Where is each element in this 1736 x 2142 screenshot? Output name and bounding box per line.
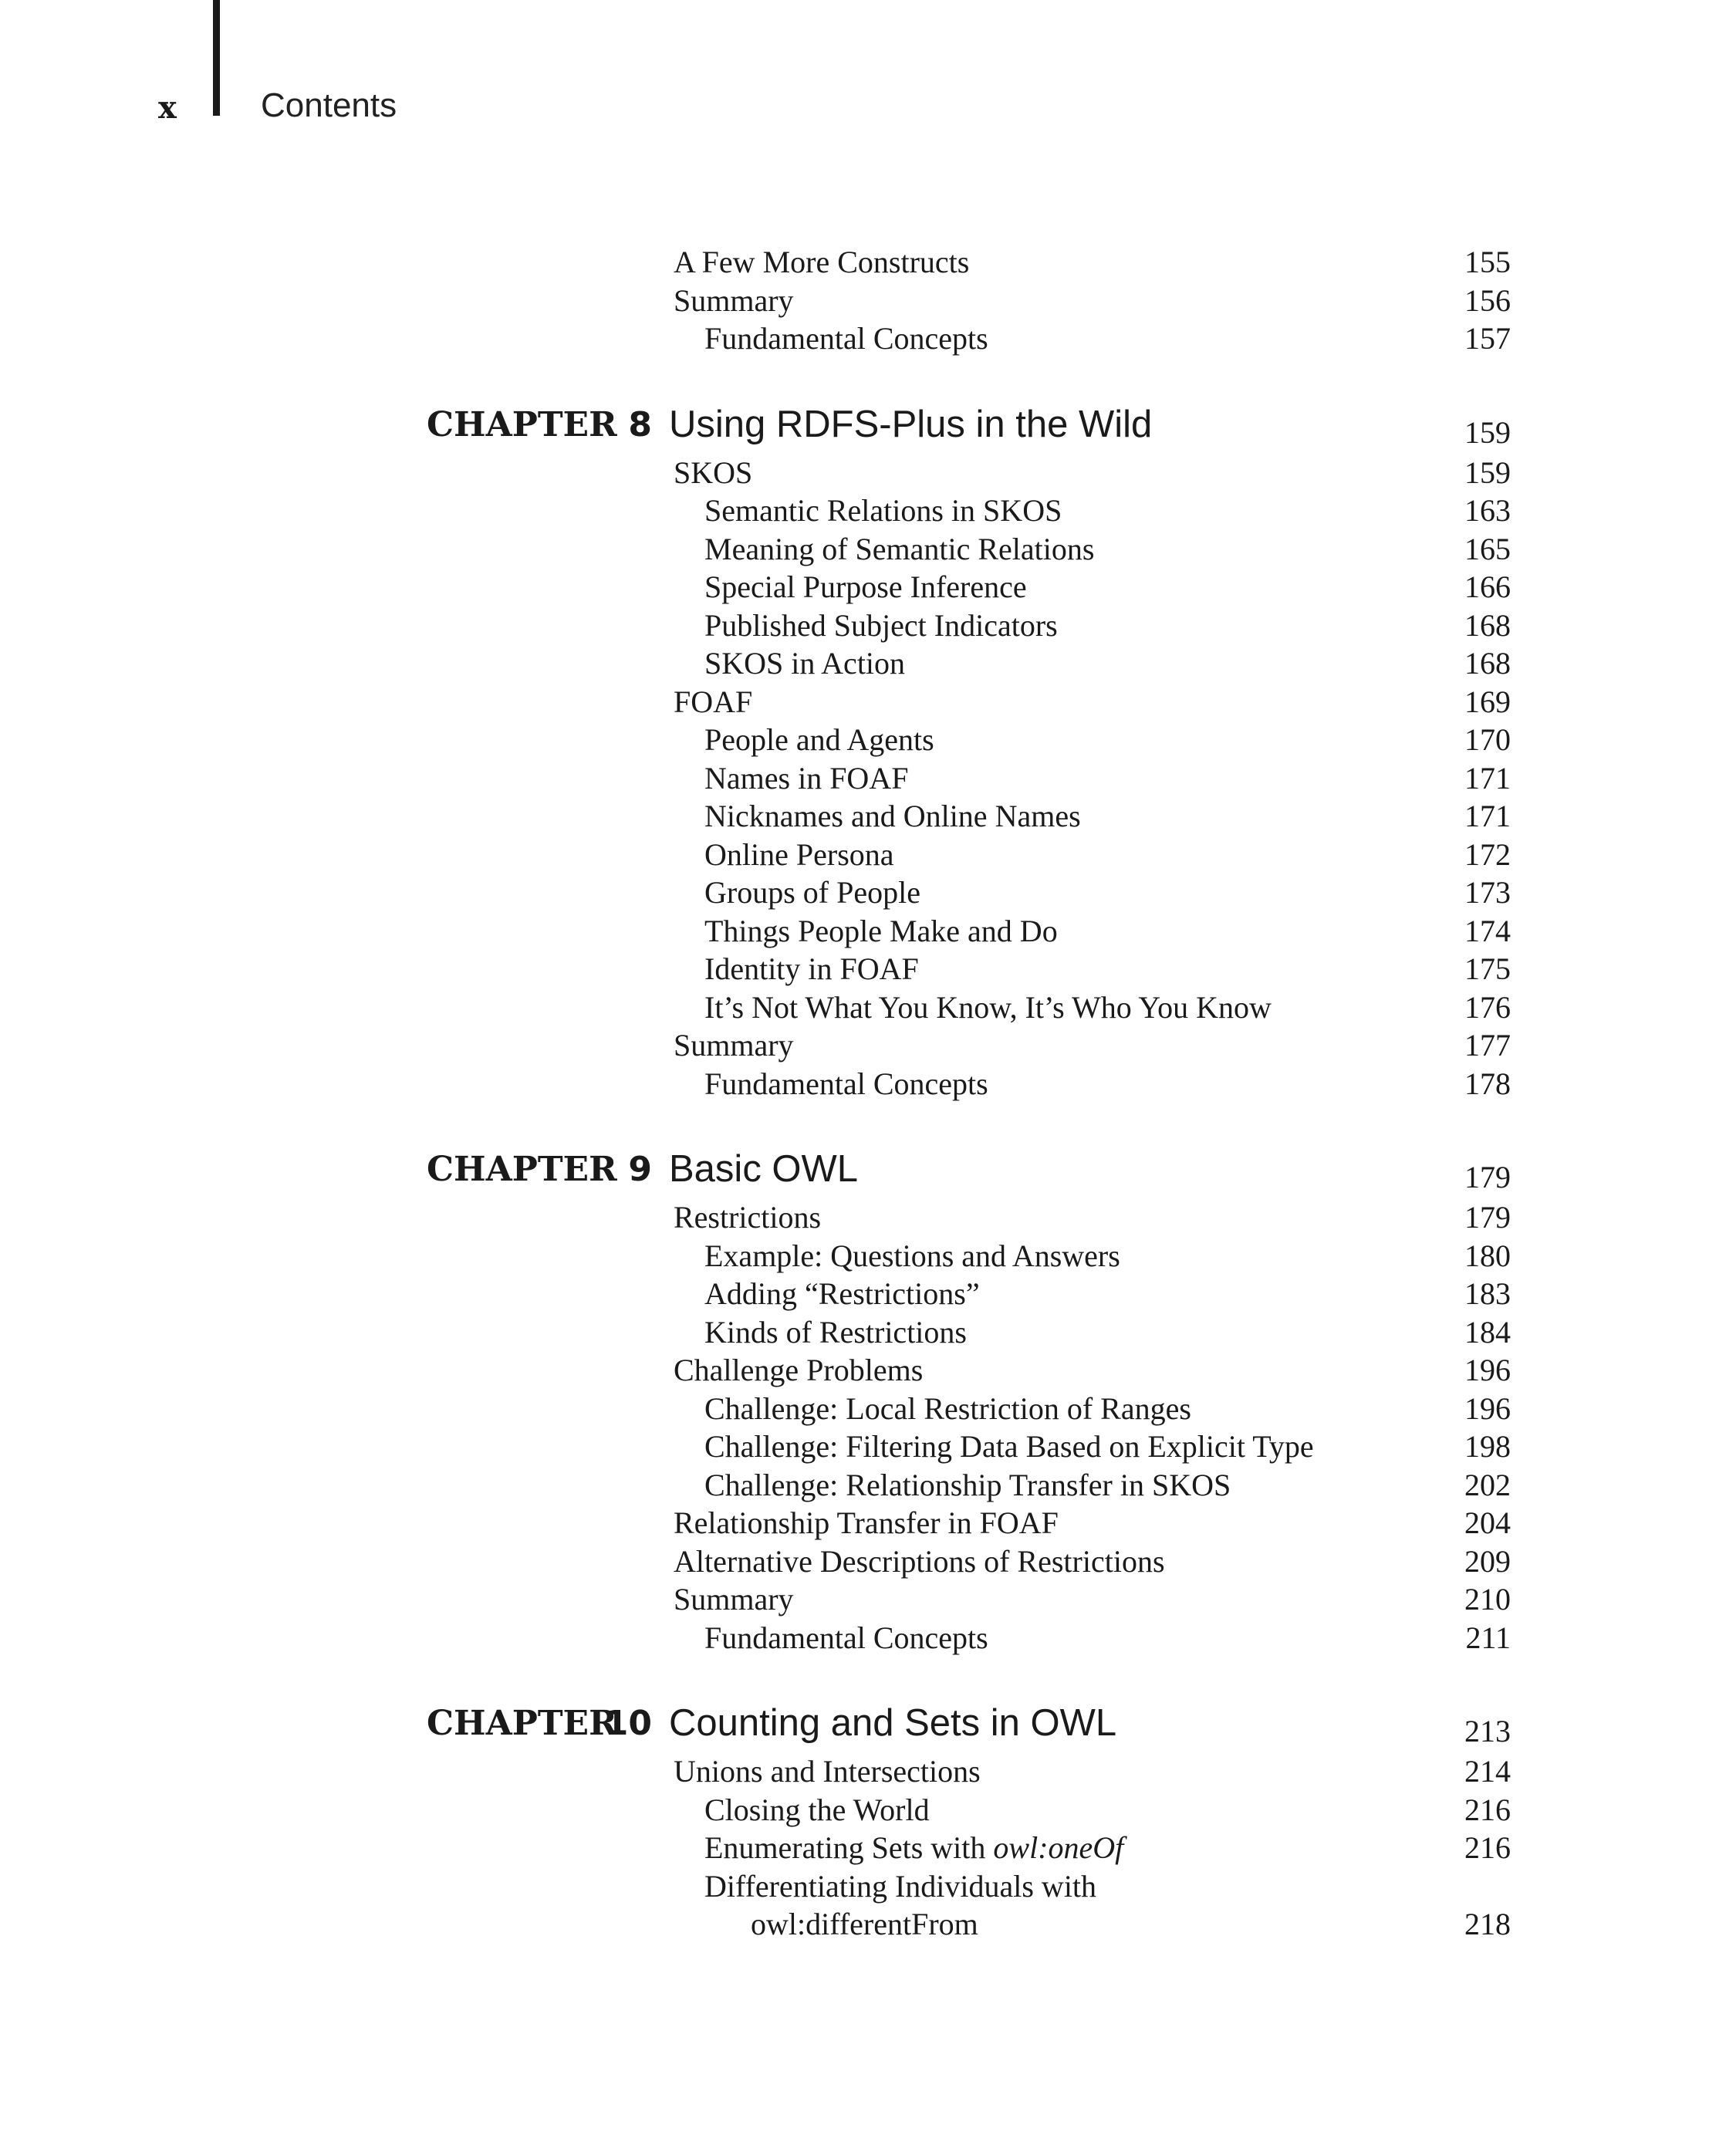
toc-entry[interactable]	[0, 606, 1736, 645]
toc-entry-title-text: Kinds of Restrictions	[704, 1314, 967, 1350]
toc-entry-page-number: 210	[1464, 1582, 1511, 1617]
toc-entry-title-text: Semantic Relations in SKOS	[704, 493, 1062, 528]
toc-entry-title	[704, 1237, 1120, 1275]
chapter-number: 8	[628, 404, 652, 444]
toc-entry-title-text: Restrictions	[674, 1200, 822, 1235]
chapter-heading[interactable]	[0, 1140, 1736, 1198]
header-rule	[213, 0, 220, 116]
toc-entry-title-text: Summary	[674, 1028, 794, 1063]
toc-entry-title	[674, 454, 752, 492]
toc-entry[interactable]	[0, 1198, 1736, 1237]
toc-entry-title-text: Differentiating Individuals with	[704, 1868, 1097, 1904]
toc-entry-title-text: Closing the World	[704, 1792, 930, 1827]
toc-entry-title-text: Special Purpose Inference	[704, 569, 1027, 604]
toc-entry-title-text: Fundamental Concepts	[704, 321, 988, 356]
toc-entry-page-number: 196	[1464, 1390, 1511, 1426]
toc-entry-page-number: 214	[1464, 1754, 1511, 1789]
toc-entry-title	[704, 912, 1058, 951]
toc-entry-page-number: 178	[1464, 1066, 1511, 1101]
chapter-label: CHAPTER	[427, 1150, 617, 1189]
toc-entry-page-number: 171	[1464, 760, 1511, 796]
toc-entry-title	[674, 243, 969, 282]
toc-entry[interactable]	[0, 243, 1736, 282]
toc-entry-title	[704, 1829, 1123, 1867]
toc-entry-title-text: People and Agents	[704, 722, 934, 757]
toc-entry-page-number: 198	[1464, 1429, 1511, 1464]
chapter-title: Using RDFS-Plus in the Wild	[669, 403, 1153, 445]
toc-entry[interactable]	[0, 1237, 1736, 1275]
toc-entry[interactable]	[0, 1427, 1736, 1466]
toc-entry-title-text: Fundamental Concepts	[704, 1066, 988, 1101]
toc-entry-page-number: 180	[1464, 1238, 1511, 1273]
toc-entry-page-number: 174	[1464, 913, 1511, 948]
toc-entry-title-text: Fundamental Concepts	[704, 1620, 988, 1655]
chapter-heading[interactable]	[0, 396, 1736, 454]
toc-entry-title	[704, 1065, 988, 1103]
chapter-label: CHAPTER	[427, 1704, 617, 1743]
toc-entry-title-text: Alternative Descriptions of Restrictions	[674, 1543, 1165, 1579]
toc-entry[interactable]	[0, 1542, 1736, 1581]
toc-entry-title-text: Identity in FOAF	[704, 951, 919, 986]
toc-entry-title-text: A Few More Constructs	[674, 245, 970, 279]
toc-entry-page-number: 166	[1464, 569, 1511, 604]
toc-entry-title-text: FOAF	[674, 684, 753, 719]
toc-entry[interactable]	[0, 1791, 1736, 1829]
toc-entry-page-number: 155	[1464, 245, 1511, 279]
toc-entry-title-text: Challenge: Filtering Data Based on Explicit Type	[704, 1429, 1314, 1464]
toc-entry-title	[704, 988, 1272, 1027]
toc-entry[interactable]	[0, 1275, 1736, 1313]
toc-entry-title-text: Meaning of Semantic Relations	[704, 531, 1095, 566]
toc-entry-page-number: 173	[1464, 875, 1511, 910]
toc-entry-page-number: 168	[1464, 646, 1511, 681]
toc-entry-page-number: 179	[1464, 1200, 1511, 1235]
toc-entry[interactable]	[0, 1905, 1736, 1944]
toc-entry-title	[704, 1791, 930, 1829]
toc-entry-page-number: 175	[1464, 951, 1511, 986]
toc-entry[interactable]	[0, 988, 1736, 1027]
toc-entry[interactable]	[0, 492, 1736, 530]
toc-entry[interactable]	[0, 1752, 1736, 1791]
toc-entry[interactable]	[0, 319, 1736, 358]
toc-entry-page-number: 157	[1464, 321, 1511, 356]
toc-entry-title-text: Nicknames and Online Names	[704, 799, 1081, 833]
toc-entry-title-text: Groups of People	[704, 875, 920, 910]
toc-entry[interactable]	[0, 282, 1736, 320]
toc-entry-page-number: 163	[1464, 493, 1511, 528]
toc-entry-page-number: 168	[1464, 607, 1511, 643]
toc-entry-title	[674, 282, 794, 320]
toc-entry-title	[704, 797, 1081, 836]
toc-entry-page-number: 170	[1464, 722, 1511, 757]
toc-entry-title	[704, 1619, 988, 1657]
toc-entry-title	[704, 1313, 967, 1352]
toc-entry-page-number: 172	[1464, 836, 1511, 872]
toc-entry-page-number: 176	[1464, 989, 1511, 1025]
toc-entry-page-number: 184	[1464, 1314, 1511, 1350]
toc-entry-title-text: SKOS	[674, 454, 753, 490]
toc-entry-title	[751, 1905, 978, 1944]
toc-entry-title	[704, 1275, 980, 1313]
toc-entry[interactable]	[0, 683, 1736, 721]
chapter-number: 9	[628, 1150, 652, 1189]
toc-entry-title	[674, 683, 752, 721]
toc-entry[interactable]	[0, 1619, 1736, 1657]
toc-entry-title-text: Names in FOAF	[704, 760, 909, 796]
toc-entry-title	[704, 530, 1094, 569]
chapter-label: CHAPTER	[427, 404, 617, 444]
toc-entry-page-number: 209	[1464, 1543, 1511, 1579]
toc-entry-title	[704, 644, 905, 683]
toc-entry-title	[704, 1427, 1314, 1466]
toc-entry[interactable]	[0, 1351, 1736, 1390]
toc-entry-title-text: Summary	[674, 1582, 794, 1617]
chapter-title: Counting and Sets in OWL	[669, 1702, 1117, 1744]
toc-entry[interactable]	[0, 644, 1736, 683]
toc-entry-title	[674, 1504, 1059, 1542]
toc-entry-title-text: Online Persona	[704, 836, 894, 872]
toc-entry-title-text: Challenge: Local Restriction of Ranges	[704, 1390, 1191, 1426]
toc-entry-page-number: 159	[1464, 454, 1511, 490]
running-title: Contents	[261, 86, 397, 124]
toc-entry[interactable]	[0, 1065, 1736, 1103]
toc-entry-title-text: Unions and Intersections	[674, 1754, 981, 1789]
toc-entry-title-text: SKOS in Action	[704, 646, 906, 681]
toc-entry-title-text: Challenge Problems	[674, 1353, 924, 1387]
toc-entry-page-number: 216	[1464, 1792, 1511, 1827]
toc-entry[interactable]	[0, 721, 1736, 759]
toc-entry-title-text: Summary	[674, 282, 794, 318]
toc-entry-title	[704, 759, 908, 798]
toc-entry-title	[674, 1198, 821, 1237]
toc-entry-page-number: 156	[1464, 282, 1511, 318]
toc-entry[interactable]	[0, 1867, 1736, 1906]
page-header	[0, 0, 1736, 154]
chapter-page-number: 159	[1464, 414, 1511, 450]
toc-entry-title	[674, 1542, 1165, 1581]
toc-entry-title-text: Relationship Transfer in FOAF	[674, 1505, 1059, 1540]
toc-entry-title	[704, 1390, 1191, 1428]
toc-entry-title	[704, 319, 988, 358]
chapter-page-number: 213	[1464, 1714, 1511, 1748]
toc-entry-page-number: 218	[1464, 1907, 1511, 1941]
toc-entry-title	[704, 721, 934, 759]
toc-entry-page-number: 196	[1464, 1353, 1511, 1387]
toc-entry[interactable]	[0, 836, 1736, 874]
chapter-page-number: 179	[1464, 1160, 1511, 1194]
toc-entry-title-text: It’s Not What You Know, It’s Who You Know	[704, 989, 1272, 1025]
toc-entry-title-text: Challenge: Relationship Transfer in SKOS	[704, 1467, 1231, 1502]
toc-entry-title	[704, 836, 894, 874]
toc-entry-page-number: 165	[1464, 531, 1511, 566]
toc-entry-title	[674, 1752, 981, 1791]
toc-entry[interactable]	[0, 568, 1736, 606]
toc-entry-page-number: 204	[1464, 1505, 1511, 1540]
toc-entry-title	[704, 568, 1027, 606]
toc-entry-title	[704, 950, 919, 988]
toc-entry[interactable]	[0, 1390, 1736, 1428]
toc-entry[interactable]	[0, 530, 1736, 569]
toc-entry-page-number: 211	[1465, 1620, 1511, 1655]
toc-entry-title	[704, 492, 1062, 530]
toc-entry[interactable]	[0, 873, 1736, 912]
toc-entry[interactable]	[0, 797, 1736, 836]
toc-entry[interactable]	[0, 1829, 1736, 1867]
toc-entry-title-text: owl:differentFrom	[751, 1907, 978, 1941]
toc-entry-title-text: Example: Questions and Answers	[704, 1238, 1120, 1273]
toc-entry-title	[704, 1867, 1096, 1906]
toc-entry-title	[674, 1580, 794, 1619]
toc-entry-title-text: Things People Make and Do	[704, 913, 1058, 948]
toc-entry[interactable]	[0, 759, 1736, 798]
toc-entry-page-number: 169	[1464, 684, 1511, 719]
chapter-heading[interactable]	[0, 1694, 1736, 1752]
toc-entry-page-number: 216	[1464, 1830, 1511, 1865]
toc-entry-page-number: 202	[1464, 1467, 1511, 1502]
toc-entry-page-number: 183	[1464, 1276, 1511, 1311]
toc-entry-code-term: owl:oneOf	[993, 1830, 1124, 1865]
chapter-title: Basic OWL	[669, 1148, 859, 1190]
toc-entry[interactable]	[0, 454, 1736, 492]
table-of-contents	[0, 243, 1736, 1944]
toc-entry[interactable]	[0, 1313, 1736, 1352]
page-folio: x	[158, 90, 177, 126]
toc-entry-title	[704, 873, 920, 912]
toc-entry-page-number: 171	[1464, 799, 1511, 833]
toc-entry-title	[704, 606, 1058, 645]
toc-entry[interactable]	[0, 1504, 1736, 1542]
toc-entry[interactable]	[0, 1580, 1736, 1619]
toc-entry-title-text: Published Subject Indicators	[704, 607, 1058, 643]
toc-entry-title	[674, 1026, 794, 1065]
toc-entry[interactable]	[0, 950, 1736, 988]
toc-entry[interactable]	[0, 912, 1736, 951]
toc-entry[interactable]	[0, 1026, 1736, 1065]
toc-entry[interactable]	[0, 1466, 1736, 1505]
chapter-number: 10	[604, 1704, 652, 1743]
toc-entry-page-number: 177	[1464, 1028, 1511, 1063]
toc-entry-title	[704, 1466, 1231, 1505]
toc-entry-title-text: Enumerating Sets with	[704, 1830, 994, 1865]
toc-entry-title-text: Adding “Restrictions”	[704, 1276, 980, 1311]
toc-entry-title	[674, 1351, 923, 1390]
